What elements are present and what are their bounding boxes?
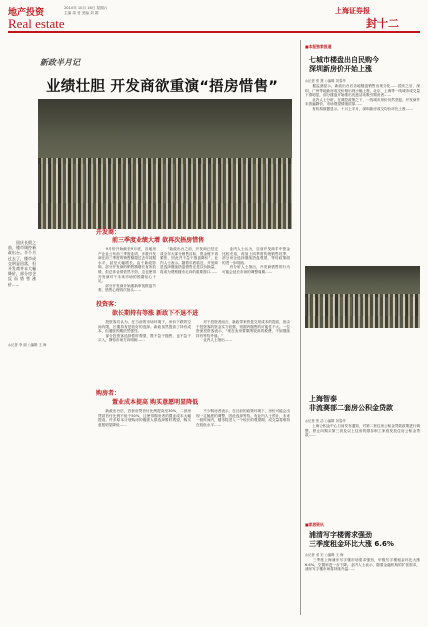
right-headline-1: 七城市楼盘出自民购今 深圳新房价开始上涨: [309, 56, 379, 73]
body-col-6: 新政出台后，首套房贷首付比例提高至30%，二套房贷款首付比例不低于50%，这使得购房者的置业成本大幅提高。许多原本计划购房的刚需人群选择暂时观望，购买意愿明显降低……: [98, 409, 191, 427]
right-byline-1: ◎记者 张 慧 ○编辑 刘春华: [305, 79, 346, 83]
brand-name: 上海证券报: [335, 7, 370, 15]
body-col-3: 业内人士认为，目前开发商手中资金比较充裕，再加上四季度传统销售旺季，部分房企选择继续捂盘观望，等待政策面的进一步明朗。 有分析人士指出，开发商惜售的行为可能会延长市场的调整周期……: [222, 247, 290, 274]
header-meta-1: 2010年 10月 16日 星期六: [64, 6, 108, 10]
right-headline-3: 浦清写字楼需求强劲 三季度租金环比大涨 6.6%: [309, 531, 394, 548]
sidebar-intro: 国庆长假之前，楼市调控新政出台。半个月过去了，楼市成交明显回落，但开发商并未大幅降价，部分房企反而惜售涨价……: [8, 240, 36, 287]
right-photo: [305, 266, 420, 328]
kicker-label: 新政半月记: [40, 58, 80, 67]
body-col-1: 9月份开始截至9月底，各地房产企业公布前三季度业绩，多数开发商在前三季度的销售额超过去年同期水平，甚至大幅增长。由于新政影响，部分开发商的销售额增长有所放缓，但总体业绩依然不俗，这也使得开发商对于未来市场的预期信心十足。 部分开发商开始重新审视推盘节奏，惜售心理再次抬头……: [98, 247, 156, 293]
header-meta-2: 主编 周 晋 美编 刘 娟: [64, 11, 99, 15]
body-col-5: 对于投资者而言，新政带来的是交易成本的提高，但由于投资客的资金实力较强，短期内抛售的可能性不大。一位资深投资客表示，“现在卖房要缴纳较高的税费，不如继续持有等待升值。” 业内人士指出……: [196, 320, 290, 343]
right-tag-1: ■本报独家报道: [305, 44, 332, 49]
subhead-1-title: 前三季度业绩大增 欲再次捂房惜售: [112, 237, 205, 244]
lead-headline: 业绩壮胆 开发商欲重演“捂房惜售”: [46, 79, 279, 95]
right-byline-3: ◎记者 邓 宏 ○编辑 王 海: [305, 553, 344, 557]
right-headline-2: 上海智泰 非流赛部二套房公积金贷款: [309, 395, 393, 412]
page-number: 封十二: [366, 17, 399, 30]
right-text-2: 上海公积金中心日前发布通知，对第二套住房公积金贷款政策进行调整，停止向购买第三套及以上住房的缴存职工家庭发放住房公积金贷款……: [305, 424, 420, 438]
section-title-en: Real estate: [8, 16, 65, 31]
right-byline-2: ◎记者 张 洁 ○编辑 刘春华: [305, 419, 346, 423]
header-rule: [8, 31, 420, 33]
lead-photo: [38, 99, 292, 229]
right-text-1: 据监测显示，新政出台后各地楼盘销售出现分化……国庆之后，深圳、广州等地新房成交价格出现小幅上涨，北京、上海等一线城市成交量下滑明显，部分楼盘开始推出优惠活动吸引购房者…… 业内人士分析，在调控政策之下，一线城市房价仍然坚挺，开发商并未普遍降价，市场观望情绪浓厚…… 有机构数据显示，十月上半月，深圳新房成交均价环比上涨……: [305, 84, 420, 111]
subhead-1-label: 开发商：: [96, 229, 121, 236]
subhead-2-title: 欲长期持有等涨 新政下不退不进: [112, 310, 199, 317]
body-col-4: 投资客们认为，在当前的市场环境下，房价下跌的空间有限，长期持有是较好的选择。新政虽然提高了持有成本，但通胀预期依然强烈。 部分投资客选择暂时观望，既不急于抛售，也不急于买入，静待市场方向明朗……: [98, 320, 191, 343]
subhead-3-title: 置业成本提高 购买意愿明显降低: [112, 399, 199, 406]
right-tag-3: ■家居资讯: [305, 522, 324, 527]
subhead-2-label: 投资客：: [96, 301, 121, 308]
column-divider: [300, 40, 301, 615]
right-text-3: 三季度上海浦东写字楼市场需求强劲，甲级写字楼租金环比大涨6.6%，空置率进一步下降。业内人士表示，随着金融机构的扩张需求，浦东写字楼市场将持续升温……: [305, 558, 420, 572]
body-col-2: “新政出台之前，开发商已经完成全年大部分销售目标，资金链不再紧张，因此并不急于推盘降价”，业内人士表示。随着年底临近，开发商是选择继续捂盘惜售还是以价换量，将成为观察楼市走向的重要窗口……: [160, 247, 218, 274]
section-title-cn: 地产投资: [8, 8, 45, 18]
footer-byline: ◎记者 李 丽 ○编辑 王 海: [8, 343, 47, 347]
subhead-3-label: 购房者：: [96, 390, 121, 397]
body-col-7: 不少购房者表示，在目前的政策环境下，房价可能会出现一定幅度的调整，因此选择等待。有业内人士预计，未来一段时间内，楼市将进入一个较长的观望期，成交量将维持在较低水平……: [196, 409, 290, 427]
